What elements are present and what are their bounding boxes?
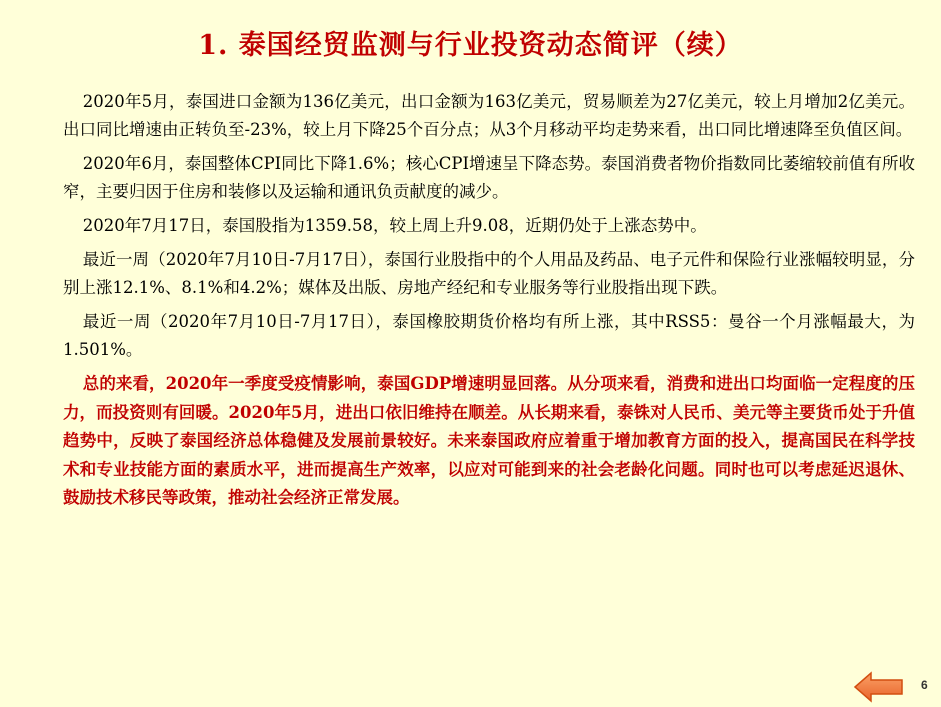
- slide-body: [63, 88, 915, 519]
- back-arrow-icon: [853, 671, 905, 703]
- paragraph-sector-index: 最近一周（2020年7月10日-7月17日），泰国行业股指中的个人用品及药品、电子元件和保险行业涨幅较明显，分别上涨12.1%、8.1%和4.2%；媒体及出版、房地产经纪和专业服务等行业股指出现下跌。: [63, 250, 915, 297]
- paragraph-rubber-futures: 最近一周（2020年7月10日-7月17日），泰国橡胶期货价格均有所上涨，其中RSS5：曼谷一个月涨幅最大，为1.501%。: [63, 312, 915, 359]
- paragraph-cpi: 2020年6月，泰国整体CPI同比下降1.6%；核心CPI增速呈下降态势。泰国消费者物价指数同比萎缩较前值有所收窄，主要归因于住房和装修以及运输和通讯负贡献度的减少。: [63, 154, 915, 201]
- paragraph-trade: 2020年5月，泰国进口金额为136亿美元，出口金额为163亿美元，贸易顺差为27亿美元，较上月增加2亿美元。出口同比增速由正转负至-23%，较上月下降25个百分点；从3个月移动平均走势来看，出口同比增速降至负值区间。: [63, 92, 915, 139]
- slide-title: 1. 泰国经贸监测与行业投资动态简评（续）: [198, 30, 743, 61]
- paragraph-stock-index: 2020年7月17日，泰国股指为1359.58，较上周上升9.08，近期仍处于上涨态势中。: [82, 216, 707, 235]
- back-arrow-button[interactable]: [853, 671, 905, 703]
- paragraph-conclusion: 总的来看，2020年一季度受疫情影响，泰国GDP增速明显回落。从分项来看，消费和进出口均面临一定程度的压力，而投资则有回暖。2020年5月，进出口依旧维持在顺差。从长期来看，泰铢对人民币、美元等主要货币处于升值趋势中，反映了泰国经济总体稳健及发展前景较好。未来泰国政府应着重于增加教育方面的投入，提高国民在科学技术和专业技能方面的素质水平，进而提高生产效率，以应对可能到来的社会老龄化问题。同时也可以考虑延迟退休、鼓励技术移民等政策，推动社会经济正常发展。: [63, 374, 915, 507]
- page-number: 6: [921, 678, 928, 692]
